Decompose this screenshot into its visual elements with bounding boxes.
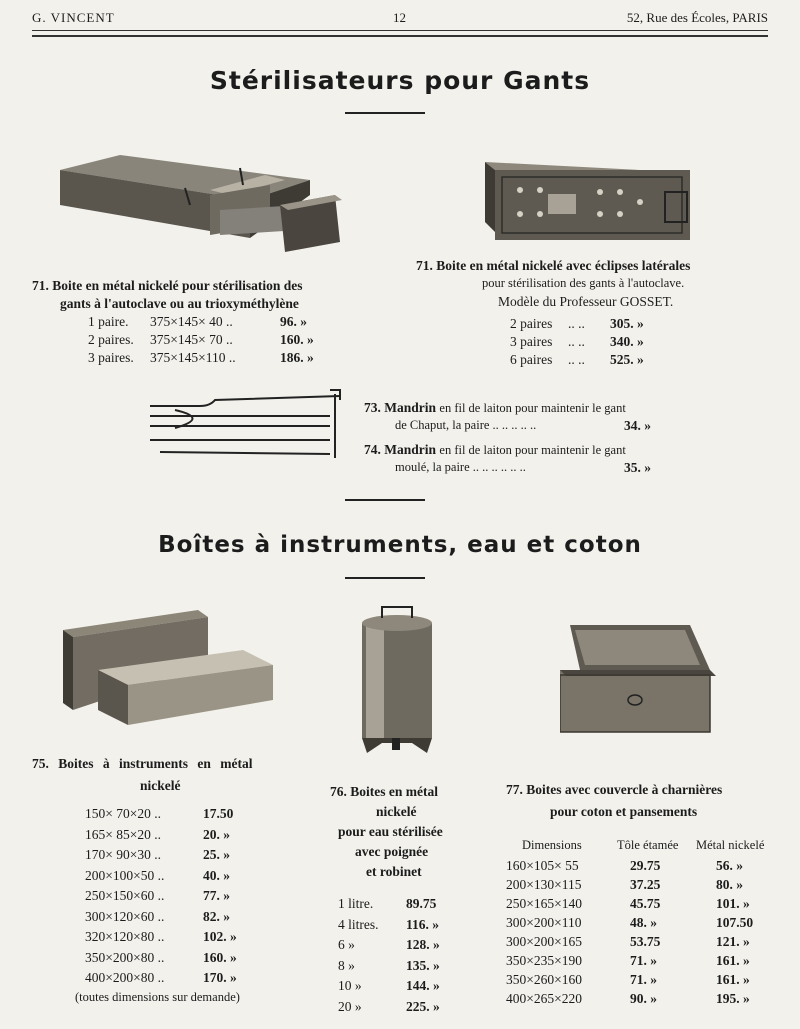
item74-price: 35. »: [624, 460, 651, 475]
item76-line5: et robinet: [366, 864, 422, 879]
dims: 250×165×140: [506, 896, 582, 911]
item74-line1: [364, 440, 626, 460]
tole-price: 71. »: [630, 953, 657, 968]
price: 225. »: [406, 998, 440, 1014]
table-row: [506, 858, 776, 877]
price: 340. »: [610, 334, 644, 349]
table-row: [506, 915, 776, 934]
item73-num-name: 73. Mandrin: [364, 400, 437, 415]
price: 525. »: [610, 352, 644, 367]
table-row: [338, 978, 468, 999]
price: 160. »: [203, 949, 237, 965]
tole-price: 29.75: [630, 858, 661, 873]
qty: 1 paire.: [88, 314, 129, 329]
price: 40. »: [203, 867, 230, 883]
qty: 3 paires: [510, 334, 553, 349]
item73-line1: [364, 398, 626, 418]
item74-rest: en fil de laiton pour maintenir le gant: [439, 443, 626, 457]
table-row: [338, 958, 468, 979]
dims: 160×105× 55: [506, 858, 579, 873]
tole-price: 37.25: [630, 877, 661, 892]
glove-box-lateral-clips-image: [480, 152, 698, 244]
table-row: [85, 868, 285, 889]
dims: 200×130×115: [506, 877, 582, 892]
tole-price: 45.75: [630, 896, 661, 911]
table-row: [338, 917, 468, 938]
dims: 300×120×60 ..: [85, 908, 165, 924]
table-row: [338, 896, 468, 917]
item73-price: 34. »: [624, 418, 651, 433]
price: 305. »: [610, 316, 644, 331]
item75-line1: 75. Boites à instruments en métal: [32, 756, 253, 771]
table-row: [506, 953, 776, 972]
section-title-gloves: Stérilisateurs pour Gants: [209, 66, 591, 95]
metal-price: 195. »: [716, 991, 750, 1006]
item74-line2: moulé, la paire .. .. .. .. .. ..: [395, 460, 526, 474]
dims: 170× 90×30 ..: [85, 847, 161, 862]
dims: 400×265×220: [506, 991, 582, 1006]
dims: 350×260×160: [506, 972, 582, 987]
dots: .. ..: [568, 352, 585, 367]
item75-price-list: [85, 806, 285, 991]
price: 116. »: [406, 916, 440, 932]
dims: 400×200×80 ..: [85, 970, 165, 985]
dims: 150× 70×20 ..: [85, 806, 161, 821]
price: 17.50: [203, 806, 234, 821]
metal-price: 121. »: [716, 934, 750, 949]
qty: 10 »: [338, 978, 362, 993]
price: 20. »: [203, 826, 230, 842]
qty: 3 paires.: [88, 350, 134, 365]
title-rule: [345, 577, 425, 579]
item74-num-name: 74. Mandrin: [364, 442, 437, 457]
item76-line3: pour eau stérilisée: [338, 824, 443, 839]
item71a-line1: 71. Boite en métal nickelé pour stérilisation des: [32, 278, 303, 293]
page-number: 12: [393, 10, 406, 25]
item71a-row: [88, 350, 314, 366]
item75-line2: nickelé: [140, 778, 181, 793]
instrument-box-image: [58, 605, 280, 725]
metal-price: 101. »: [716, 896, 750, 911]
dims: 165× 85×20 ..: [85, 826, 161, 842]
dims: 320×120×80 ..: [85, 929, 165, 944]
glove-sterilizer-box-image: [60, 150, 350, 260]
qty: 6 paires: [510, 352, 553, 367]
item76-line1: 76. Boites en métal: [330, 784, 438, 799]
dims: 300×200×110: [506, 915, 582, 930]
item77-line2: pour coton et pansements: [550, 804, 698, 819]
metal-price: 80. »: [716, 877, 743, 892]
tole-price: 48. »: [630, 915, 657, 930]
qty: 6 »: [338, 937, 355, 952]
table-row: [506, 896, 776, 915]
dims: 250×150×60 ..: [85, 888, 165, 903]
qty: 20 »: [338, 998, 362, 1014]
title-rule: [345, 112, 425, 114]
dims: 375×145×110 ..: [150, 350, 236, 365]
price: 82. »: [203, 908, 230, 924]
dims: 350×235×190: [506, 953, 582, 968]
price: 128. »: [406, 937, 440, 952]
header-right: 52, Rue des Écoles, PARIS: [626, 10, 768, 25]
price: 144. »: [406, 978, 440, 993]
item77-price-list: [506, 858, 776, 1010]
table-row: [85, 909, 285, 930]
dims: 350×200×80 ..: [85, 949, 165, 965]
price: 135. »: [406, 957, 440, 973]
price: 186. »: [280, 350, 314, 365]
qty: 8 »: [338, 957, 355, 973]
table-row: [506, 934, 776, 953]
qty: 2 paires.: [88, 332, 134, 347]
dims: 375×145× 40 ..: [150, 314, 233, 329]
dots: .. ..: [568, 316, 585, 331]
item71b-line1: 71. Boite en métal nickelé avec éclipses latérales: [416, 258, 691, 273]
qty: 4 litres.: [338, 916, 379, 932]
table-row: [85, 888, 285, 909]
dims: 200×100×50 ..: [85, 867, 165, 883]
item76-line2: nickelé: [376, 804, 417, 819]
price: 96. »: [280, 314, 307, 329]
dims: 300×200×165: [506, 934, 582, 949]
metal-price: 107.50: [716, 915, 754, 930]
item76-line4: avec poignée: [355, 844, 429, 859]
item71b-row: [510, 334, 644, 350]
section-title-boxes: Boîtes à instruments, eau et coton: [158, 532, 642, 558]
item71a-row: [88, 332, 314, 348]
tole-price: 90. »: [630, 991, 657, 1006]
price: 25. »: [203, 847, 230, 862]
tole-price: 53.75: [630, 934, 661, 949]
item73-line2: de Chaput, la paire .. .. .. .. ..: [395, 418, 537, 432]
price: 170. »: [203, 970, 237, 985]
price: 160. »: [280, 332, 314, 347]
item75-note: (toutes dimensions sur demande): [75, 990, 240, 1004]
item71b-line2: pour stérilisation des gants à l'autoclave.: [482, 276, 685, 290]
water-sterilizer-image: [352, 603, 442, 760]
item71b-line3: Modèle du Professeur GOSSET.: [498, 294, 674, 309]
header-left: G. VINCENT: [32, 10, 115, 25]
table-row: [85, 806, 285, 827]
item71b-row: [510, 352, 644, 368]
item77-line1: 77. Boites avec couvercle à charnières: [506, 782, 723, 797]
item77-header-dims: Dimensions: [522, 838, 582, 852]
table-row: [85, 950, 285, 971]
item77-header-metal: Métal nickelé: [696, 838, 765, 852]
item77-header-tole: Tôle étamée: [617, 838, 679, 852]
dims: 375×145× 70 ..: [150, 332, 233, 347]
table-row: [338, 937, 468, 958]
metal-price: 161. »: [716, 972, 750, 987]
qty: 1 litre.: [338, 896, 374, 911]
cotton-box-image: [560, 620, 720, 738]
price: 89.75: [406, 896, 437, 911]
qty: 2 paires: [510, 316, 553, 331]
item71b-row: [510, 316, 644, 332]
item71a-line2: gants à l'autoclave ou au trioxyméthylène: [60, 296, 299, 311]
table-row: [85, 827, 285, 848]
table-row: [506, 991, 776, 1010]
wire-mandrel-image: [140, 388, 350, 468]
metal-price: 56. »: [716, 858, 743, 873]
item73-rest: en fil de laiton pour maintenir le gant: [439, 401, 626, 415]
table-row: [85, 929, 285, 950]
table-row: [506, 972, 776, 991]
table-row: [506, 877, 776, 896]
divider-rule: [345, 499, 425, 501]
item71a-row: [88, 314, 307, 330]
item76-price-list: [338, 896, 468, 1019]
metal-price: 161. »: [716, 953, 750, 968]
header-rule: [32, 30, 768, 37]
price: 77. »: [203, 888, 230, 903]
tole-price: 71. »: [630, 972, 657, 987]
table-row: [338, 999, 468, 1020]
dots: .. ..: [568, 334, 585, 349]
table-row: [85, 847, 285, 868]
price: 102. »: [203, 929, 237, 944]
